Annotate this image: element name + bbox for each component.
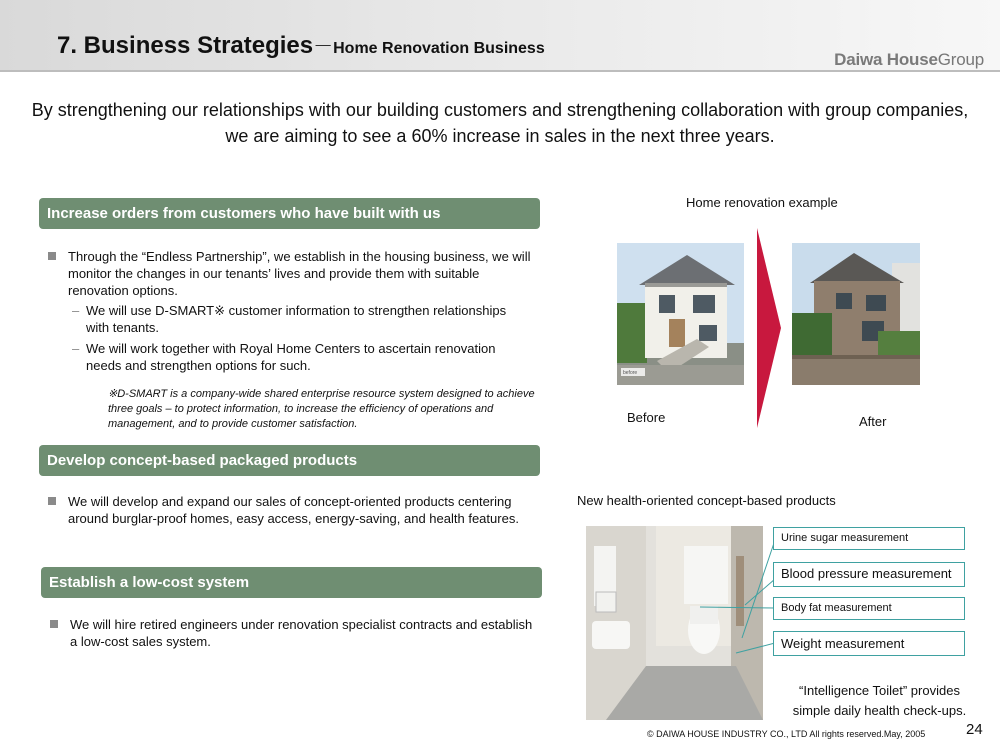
section-heading-low-cost: Establish a low-cost system <box>41 567 542 598</box>
body-fat-measurement-label: Body fat measurement <box>773 597 965 620</box>
section-1-bullet <box>38 248 538 299</box>
slide-title <box>57 30 545 60</box>
bullet-text: We will develop and expand our sales of concept-oriented products centering around burglar-proof homes, easy access, energy-saving, and health features. <box>68 494 519 526</box>
d-smart-footnote: ※D-SMART is a company-wide shared enterprise resource system designed to achieve three goals – to protect information, to increase the efficiency of operations and management, and to provide customer satisfaction. <box>108 388 535 430</box>
sub-item-d-smart <box>72 302 512 336</box>
company-logo <box>834 50 984 70</box>
logo-bold-text: Daiwa House <box>834 50 938 69</box>
caption-line-2: simple daily health check-ups. <box>792 703 967 718</box>
after-label: After <box>859 414 887 429</box>
bullet-square-icon <box>48 497 56 505</box>
title-main: 7. Business Strategies <box>57 32 314 59</box>
before-house-photo <box>617 243 744 385</box>
sub-item-royal-home <box>72 340 512 374</box>
bullet-text: We will hire retired engineers under renovation specialist contracts and establish a low-cost sales system. <box>70 617 533 649</box>
title-dash: － <box>313 36 334 58</box>
dash-icon: – <box>72 303 80 318</box>
slide-header <box>0 0 1000 72</box>
caption-line-1: “Intelligence Toilet” provides <box>799 683 960 698</box>
copyright-footer: © DAIWA HOUSE INDUSTRY CO., LTD All rights reserved.May, 2005 <box>647 729 926 739</box>
renovation-example-title: Home renovation example <box>686 195 838 210</box>
photo-tag: before <box>623 370 638 376</box>
section-3-bullet <box>40 616 540 650</box>
sub-item-text: We will use D-SMART※ customer information to strengthen relationships with tenants. <box>86 303 507 335</box>
callout-lines <box>700 530 780 680</box>
blood-pressure-measurement-label: Blood pressure measurement <box>773 562 965 587</box>
bullet-square-icon <box>48 252 56 260</box>
before-label: Before <box>627 410 666 425</box>
urine-sugar-measurement-label: Urine sugar measurement <box>773 527 965 550</box>
dash-icon: – <box>72 341 80 356</box>
sub-item-text: We will work together with Royal Home Centers to ascertain renovation needs and strengthen options for such. <box>86 341 496 373</box>
after-house-photo <box>792 243 920 385</box>
intelligence-toilet-caption <box>772 681 987 721</box>
title-sub: Home Renovation Business <box>333 40 545 57</box>
bullet-square-icon <box>50 620 58 628</box>
bullet-text: Through the “Endless Partnership”, we establish in the housing business, we will monitor the changes in our tenants’ lives and provide them with suitable renovation options. <box>68 249 531 298</box>
logo-light-text: Group <box>937 50 984 69</box>
health-products-title: New health-oriented concept-based products <box>577 493 836 508</box>
page-number: 24 <box>966 721 983 738</box>
weight-measurement-label: Weight measurement <box>773 631 965 656</box>
section-2-bullet <box>38 493 538 527</box>
lead-statement: By strengthening our relationships with our building customers and strengthening collaboration with group companies, we are aiming to see a 60% increase in sales in the next three years. <box>31 100 969 146</box>
section-heading-concept-products: Develop concept-based packaged products <box>39 445 540 476</box>
transition-arrow-icon <box>757 228 781 428</box>
section-heading-increase-orders: Increase orders from customers who have built with us <box>39 198 540 229</box>
